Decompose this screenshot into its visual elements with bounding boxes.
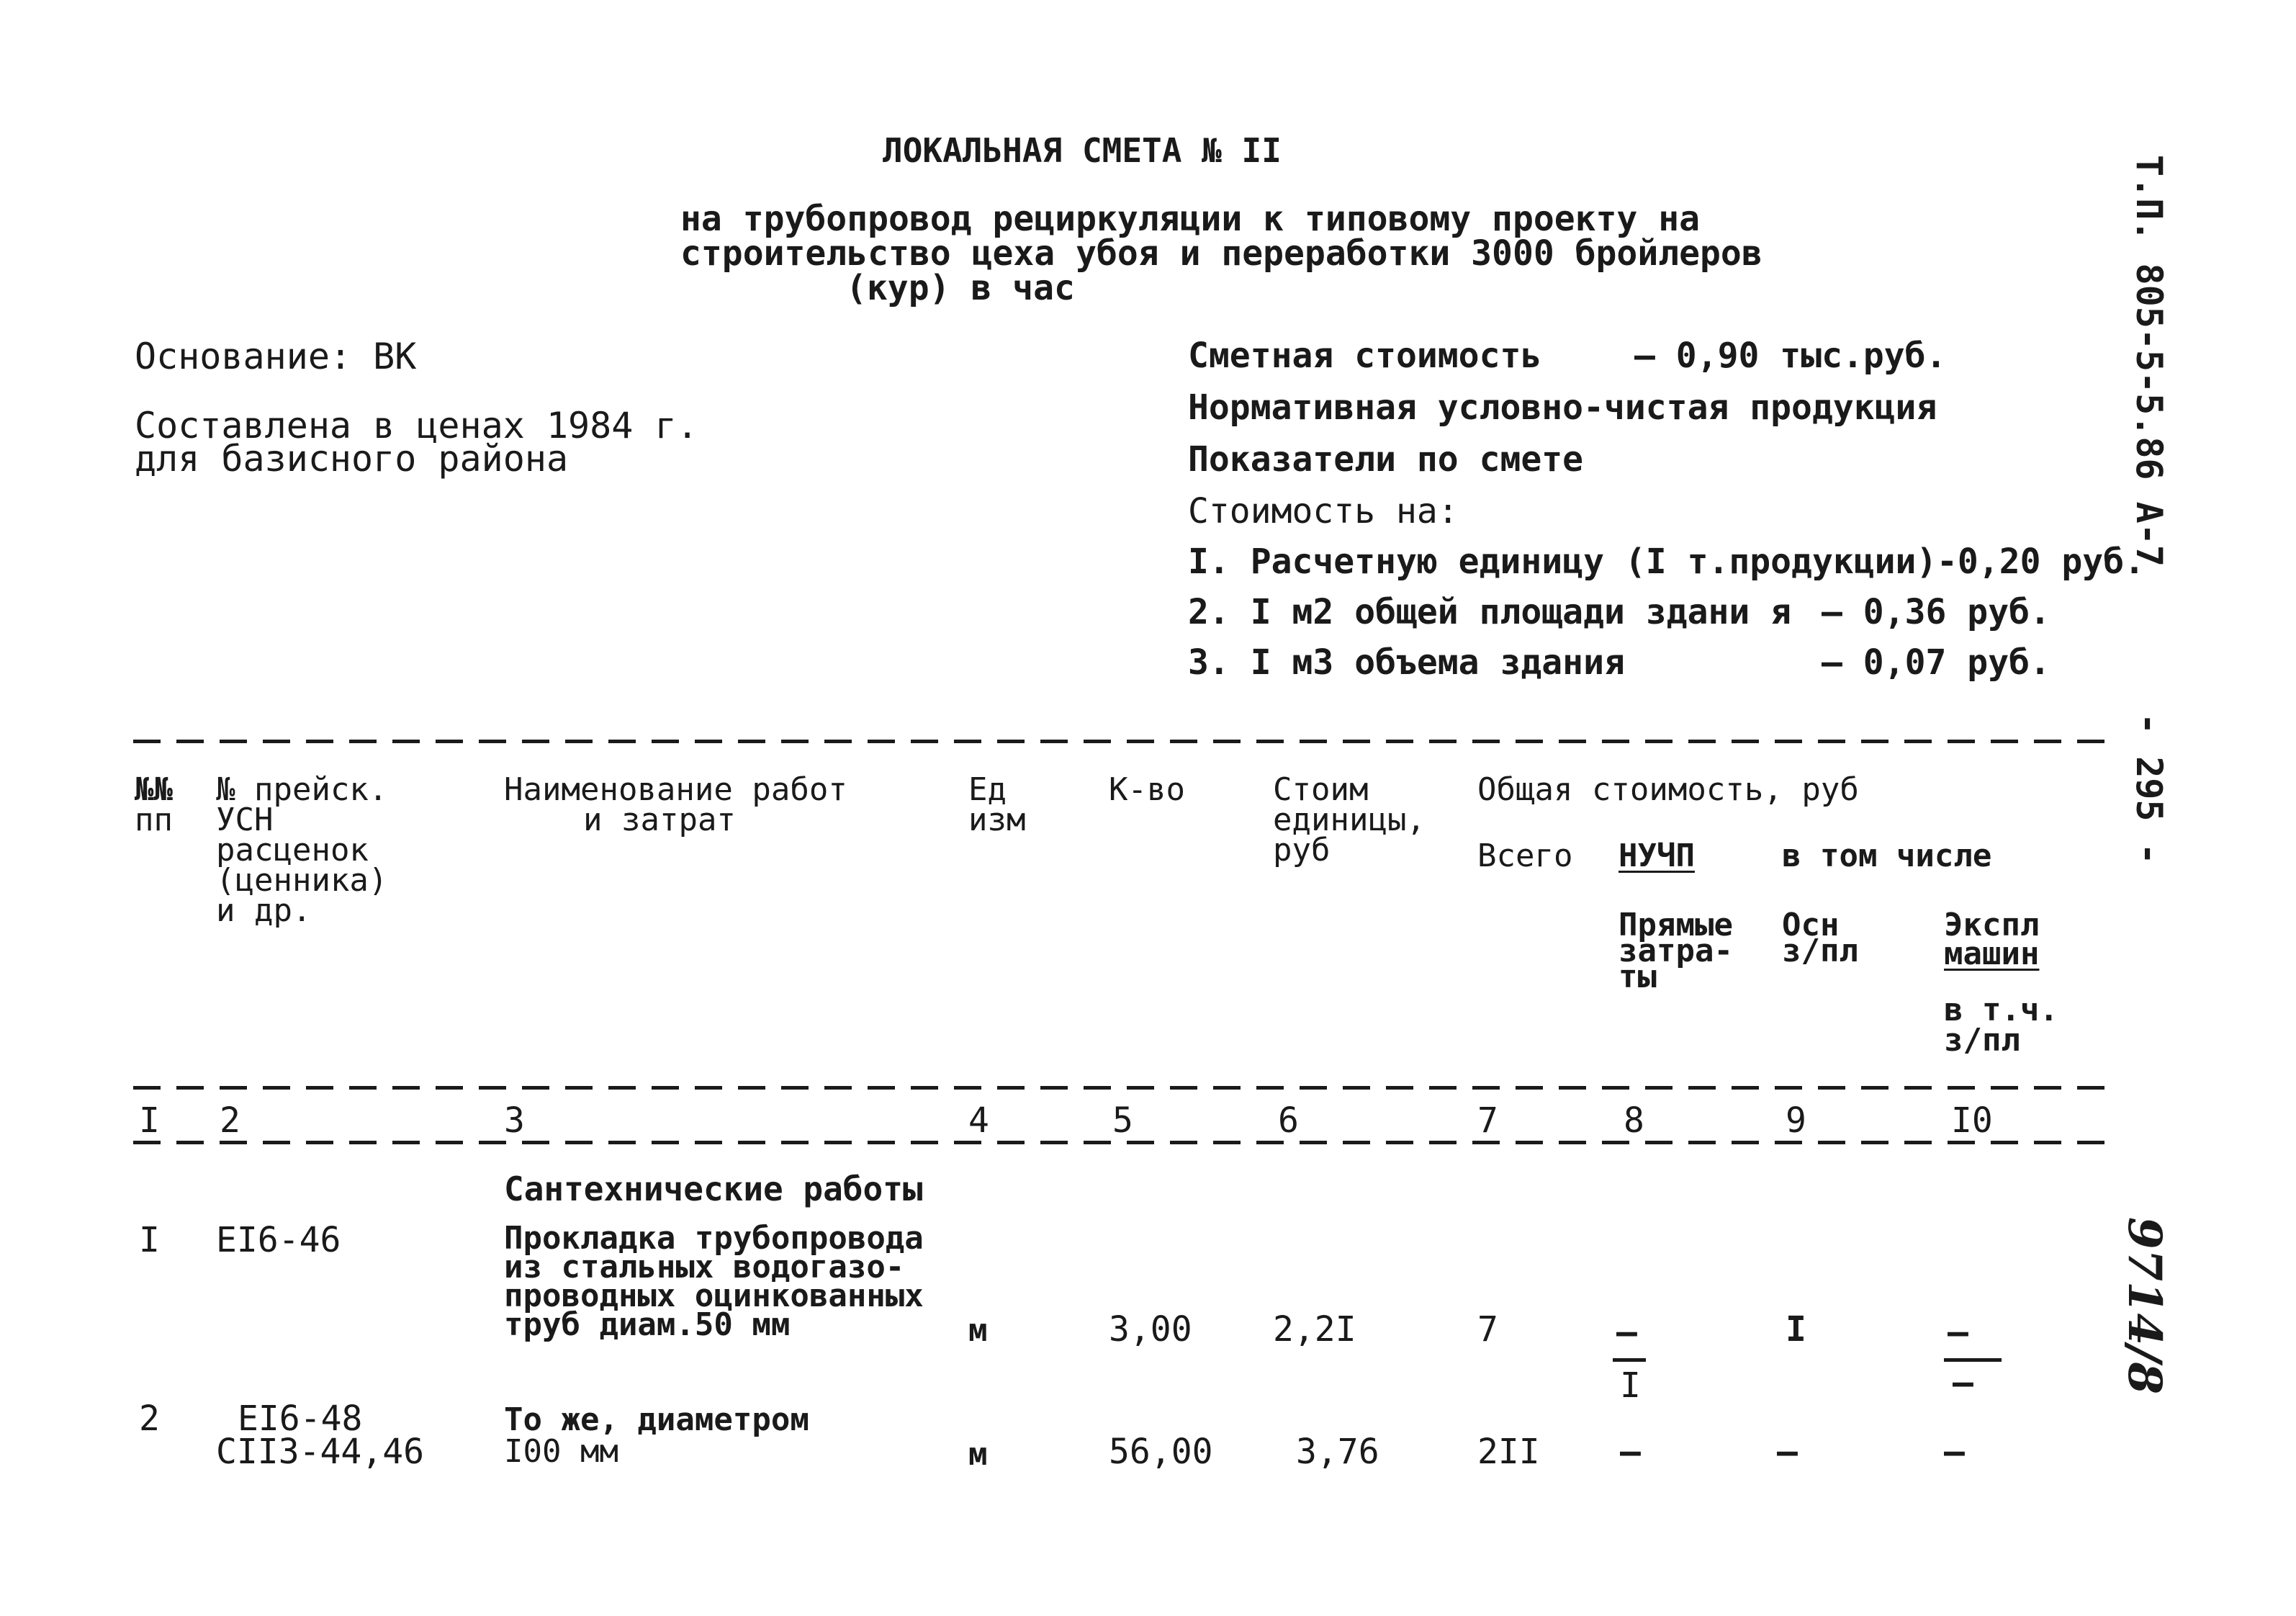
row-1-main-wage: I bbox=[1786, 1309, 1806, 1350]
row-2-machines: – bbox=[1944, 1432, 1965, 1472]
header-total: Всего bbox=[1477, 838, 1573, 874]
header-total-cost: Общая стоимость, руб bbox=[1477, 771, 1859, 808]
header-main-wage-1: Осн bbox=[1782, 907, 1840, 943]
row-2-qty: 56,00 bbox=[1109, 1432, 1213, 1472]
header-unit-cost-1: Стоим bbox=[1273, 771, 1369, 808]
row-1-unit: м bbox=[968, 1312, 988, 1349]
indicator-2-value: – 0,36 руб. bbox=[1822, 592, 2050, 632]
header-unit-1: Ед bbox=[968, 771, 1007, 808]
header-main-wage-2: з/пл bbox=[1782, 933, 1858, 969]
header-price-ref-4: (ценника) bbox=[216, 862, 388, 899]
column-number: 6 bbox=[1278, 1100, 1299, 1141]
header-name-2: и затрат bbox=[583, 802, 736, 838]
header-num-1: №№ bbox=[135, 771, 173, 808]
subtitle-line-1: на трубопровод рециркуляции к типовому проекту на bbox=[680, 199, 1701, 239]
column-number: 7 bbox=[1477, 1100, 1498, 1141]
indicator-3-label: 3. I м3 объема здания bbox=[1188, 642, 1625, 683]
header-incl-wage-2: з/пл bbox=[1944, 1022, 2020, 1059]
row-1-qty: 3,00 bbox=[1109, 1309, 1192, 1350]
estimated-cost-value: – 0,90 тыс.руб. bbox=[1634, 336, 1947, 376]
header-unit-cost-2: единицы, bbox=[1273, 802, 1426, 838]
row-1-unit-cost: 2,2I bbox=[1273, 1309, 1356, 1350]
header-including: в том числе bbox=[1782, 838, 1992, 874]
row-1-nuchp-top: – bbox=[1616, 1312, 1637, 1352]
column-number: 9 bbox=[1786, 1100, 1806, 1141]
indicators-label: Показатели по смете bbox=[1188, 439, 1584, 480]
header-unit-cost-3: руб bbox=[1273, 832, 1331, 868]
handwritten-number: 9714/8 bbox=[2117, 1217, 2171, 1395]
header-qty: К-во bbox=[1109, 771, 1185, 808]
column-number: 3 bbox=[504, 1100, 525, 1141]
row-2-unit: м bbox=[968, 1436, 988, 1473]
row-2-name-1: То же, диаметром bbox=[504, 1401, 809, 1438]
prices-line-1: Составлена в ценах 1984 г. bbox=[135, 405, 698, 446]
basis-text: Основание: ВК bbox=[135, 336, 417, 377]
prices-line-2: для базисного района bbox=[135, 438, 569, 480]
section-title: Сантехнические работы bbox=[504, 1170, 923, 1208]
row-2-code-2: CII3-44,46 bbox=[216, 1432, 424, 1472]
header-machines-1: Экспл bbox=[1944, 907, 2040, 943]
header-nuchp: НУЧП bbox=[1619, 838, 1695, 874]
header-bottom-rule bbox=[133, 1086, 2120, 1090]
subtitle-line-3: (кур) в час bbox=[846, 268, 1075, 308]
cost-on-label: Стоимость на: bbox=[1188, 491, 1459, 531]
row-2-name-2: I00 мм bbox=[504, 1433, 618, 1470]
column-number: 2 bbox=[220, 1100, 240, 1141]
header-unit-2: изм bbox=[968, 802, 1026, 838]
header-price-ref-1: № прейск. bbox=[216, 771, 388, 808]
column-number-rule bbox=[133, 1141, 2120, 1144]
row-1-code: EI6-46 bbox=[216, 1220, 341, 1260]
indicator-1-value: -0,20 руб. bbox=[1937, 542, 2145, 582]
side-code: Т.П. 805-5-5.86 А-7 bbox=[2128, 155, 2170, 567]
header-incl-wage-1: в т.ч. bbox=[1944, 992, 2058, 1028]
column-number: 4 bbox=[968, 1100, 989, 1141]
row-2-nuchp: – bbox=[1620, 1432, 1641, 1472]
header-price-ref-2: УСН bbox=[216, 802, 274, 838]
row-1-name-1: Прокладка трубопровода bbox=[504, 1220, 924, 1257]
row-2-main-wage: – bbox=[1777, 1432, 1798, 1472]
row-1-num: I bbox=[139, 1220, 160, 1260]
row-1-machines-bottom: – bbox=[1953, 1363, 1973, 1403]
estimated-cost-label: Сметная стоимость bbox=[1188, 336, 1542, 376]
row-1-nuchp-fraction-line bbox=[1613, 1358, 1646, 1362]
row-1-machines-top: – bbox=[1948, 1312, 1968, 1352]
normative-label: Нормативная условно-чистая продукция bbox=[1188, 387, 1937, 428]
row-2-unit-cost: 3,76 bbox=[1296, 1432, 1379, 1472]
row-1-name-4: труб диам.50 мм bbox=[504, 1306, 791, 1343]
column-number: I0 bbox=[1951, 1100, 1993, 1141]
row-1-machines-fraction-line bbox=[1944, 1358, 2002, 1362]
row-1-nuchp-bottom: I bbox=[1620, 1365, 1641, 1406]
header-price-ref-5: и др. bbox=[216, 892, 312, 929]
column-number: I bbox=[139, 1100, 160, 1141]
row-1-name-2: из стальных водогазо- bbox=[504, 1249, 905, 1285]
header-name-1: Наименование работ bbox=[504, 771, 847, 808]
header-direct-3: ты bbox=[1619, 959, 1657, 995]
subtitle-line-2: строительство цеха убоя и переработки 3000 бройлеров bbox=[680, 233, 1762, 274]
document-title: ЛОКАЛЬНАЯ СМЕТА № II bbox=[883, 131, 1282, 170]
indicator-1-label: I. Расчетную единицу (I т.продукции) bbox=[1188, 542, 1937, 582]
header-direct-1: Прямые bbox=[1619, 907, 1733, 943]
header-num-2: пп bbox=[135, 802, 173, 838]
row-2-total: 2II bbox=[1477, 1432, 1540, 1472]
header-machines-2: машин bbox=[1944, 935, 2040, 972]
column-number: 8 bbox=[1624, 1100, 1644, 1141]
row-1-name-3: проводных оцинкованных bbox=[504, 1278, 924, 1314]
row-2-num: 2 bbox=[139, 1399, 160, 1439]
column-number: 5 bbox=[1112, 1100, 1133, 1141]
header-price-ref-3: расценок bbox=[216, 832, 369, 868]
indicator-2-label: 2. I м2 общей площади здани я bbox=[1188, 592, 1792, 632]
page-number: - 295 - bbox=[2128, 713, 2170, 865]
indicator-3-value: – 0,07 руб. bbox=[1822, 642, 2050, 683]
table-top-rule bbox=[133, 740, 2120, 743]
header-direct-2: затра- bbox=[1619, 933, 1733, 969]
row-1-total: 7 bbox=[1477, 1309, 1498, 1350]
row-2-code-1: EI6-48 bbox=[238, 1399, 363, 1439]
